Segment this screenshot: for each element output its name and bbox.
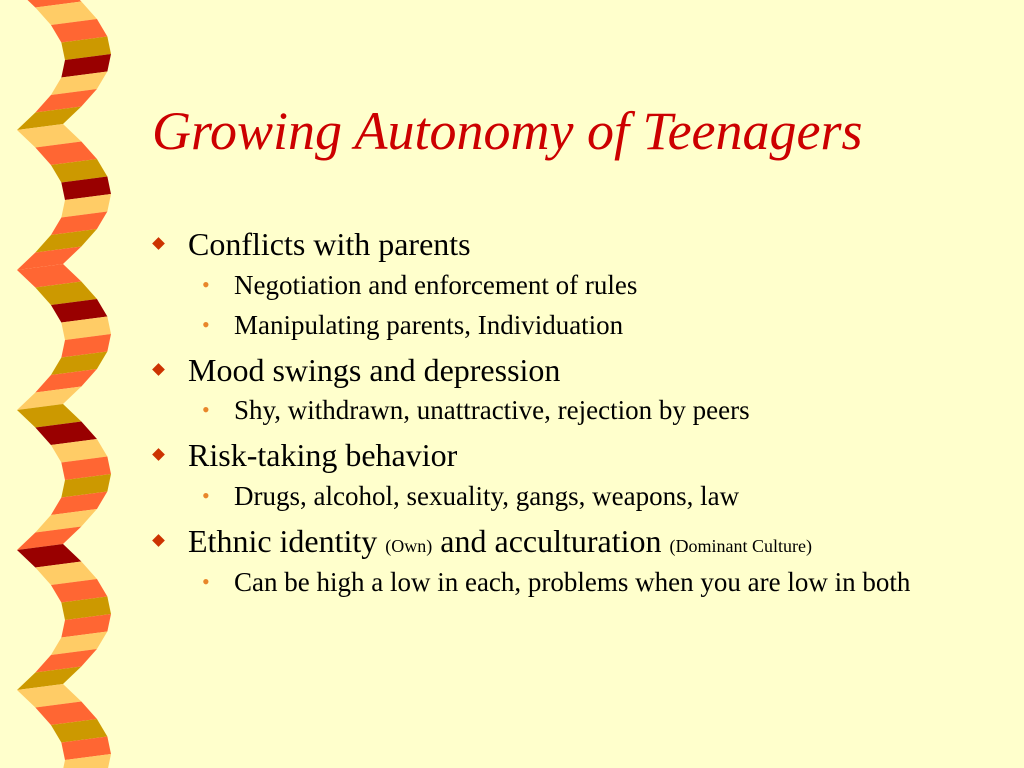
diamond-icon xyxy=(152,449,165,462)
sub-bullet-item xyxy=(152,309,1002,342)
border-wave-segment xyxy=(17,0,111,130)
bullet-note-dominant-culture: (Dominant Culture) xyxy=(669,536,813,557)
decorative-border-strip xyxy=(0,0,140,768)
border-wave-segment xyxy=(17,684,111,768)
sub-bullet-text: Negotiation and enforcement of rules xyxy=(234,269,638,300)
bullet-list xyxy=(152,226,1002,609)
slide-title: Growing Autonomy of Teenagers xyxy=(152,101,863,161)
bullet-note-own: (Own) xyxy=(385,536,433,557)
sub-bullet-item xyxy=(152,269,1002,302)
dot-icon: • xyxy=(202,397,210,423)
bullet-group xyxy=(152,437,1002,513)
border-wave-segment xyxy=(17,544,111,690)
sub-bullet-text: Drugs, alcohol, sexuality, gangs, weapons, law xyxy=(234,481,740,512)
bullet-group xyxy=(152,523,1002,599)
dot-icon: • xyxy=(202,483,210,509)
sub-bullet-text: Can be high a low in each, problems when you are low in both xyxy=(234,566,911,597)
diamond-icon xyxy=(152,534,165,547)
diamond-icon xyxy=(152,363,165,376)
bullet-group xyxy=(152,352,1002,428)
diamond-icon xyxy=(152,237,165,250)
bullet-item xyxy=(152,437,1002,474)
bullet-text-part: and acculturation xyxy=(432,523,670,560)
sub-bullet-item xyxy=(152,394,1002,427)
bullet-text: Mood swings and depression xyxy=(188,351,561,388)
bullet-text-part: Ethnic identity xyxy=(188,523,386,560)
sub-bullet-text: Manipulating parents, Individuation xyxy=(234,309,624,340)
sub-bullet-text: Shy, withdrawn, unattractive, rejection by peers xyxy=(234,395,750,426)
border-wave-segment xyxy=(17,264,111,410)
border-wave-segment xyxy=(17,124,111,270)
bullet-group xyxy=(152,226,1002,342)
dot-icon: • xyxy=(202,271,210,297)
dot-icon: • xyxy=(202,311,210,337)
bullet-item xyxy=(152,352,1002,389)
bullet-item xyxy=(152,226,1002,263)
border-wave-segment xyxy=(17,404,111,550)
bullet-item xyxy=(152,523,1002,560)
sub-bullet-item xyxy=(152,480,1002,513)
bullet-text: Risk-taking behavior xyxy=(188,437,458,474)
sub-bullet-item xyxy=(152,566,1002,599)
dot-icon: • xyxy=(202,568,210,594)
bullet-text: Conflicts with parents xyxy=(188,226,471,262)
